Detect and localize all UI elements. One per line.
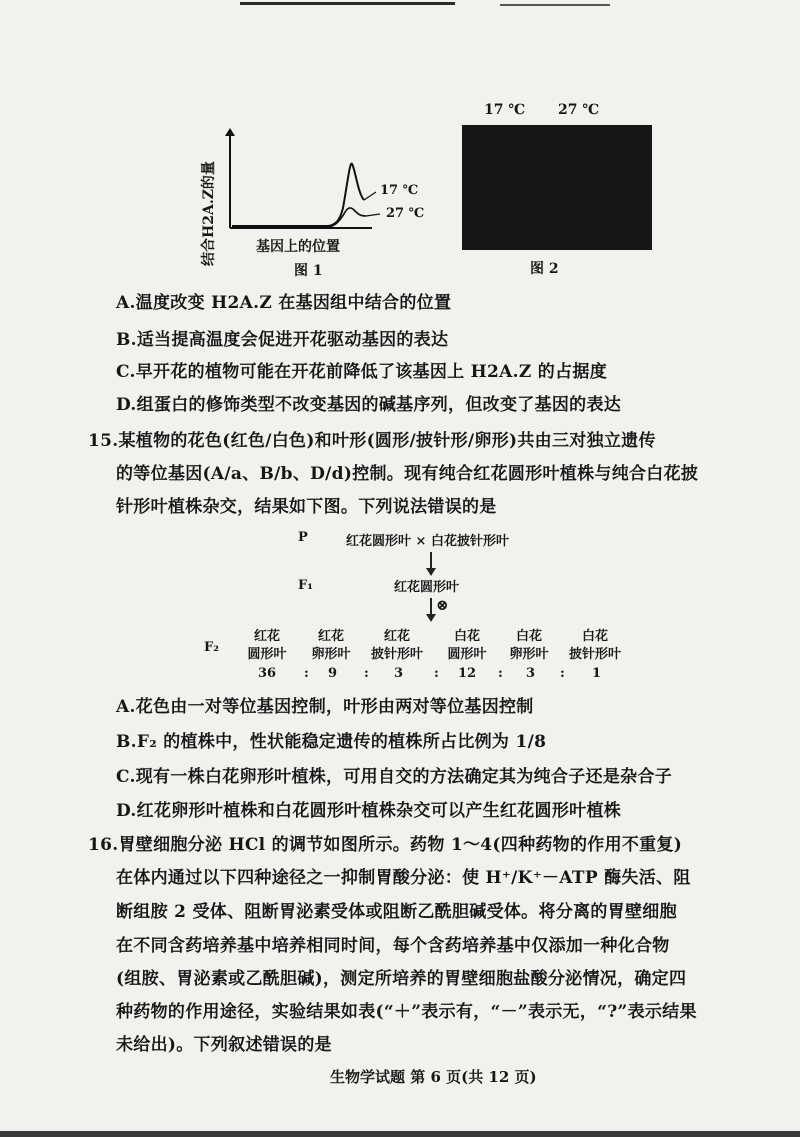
q15-option-b: B.F₂ 的植株中，性状能稳定遗传的植株所占比例为 1/8	[116, 732, 547, 752]
scan-edge-line	[240, 2, 455, 5]
f2-phenotype-3-leaf: 披针形叶	[370, 647, 423, 662]
pointer-17c	[364, 192, 376, 200]
f2-phenotype-2	[296, 628, 366, 664]
figure-2-photo	[462, 125, 652, 250]
ratio-value-3: 3	[394, 666, 404, 681]
pointer-27c	[366, 214, 380, 216]
y-axis-arrow	[225, 128, 235, 136]
f2-phenotype-6-leaf: 披针形叶	[568, 647, 621, 662]
ratio-separator: :	[498, 666, 503, 681]
q16-stem-line-3: 断组胺 2 受体、阻断胃泌素受体或阻断乙酰胆碱受体。将分离的胃壁细胞	[116, 902, 677, 922]
q14-option-d: D.组蛋白的修饰类型不改变基因的碱基序列，但改变了基因的表达	[116, 395, 622, 415]
ratio-value-1: 36	[258, 666, 277, 681]
q14-option-a: A.温度改变 H2A.Z 在基因组中结合的位置	[116, 293, 452, 313]
q15-stem-line-1: 15.某植物的花色(红色/白色)和叶形(圆形/披针形/卵形)共由三对独立遗传	[88, 431, 656, 451]
parent-cross-text: 红花圆形叶 × 白花披针形叶	[346, 534, 509, 549]
ratio-separator: :	[364, 666, 369, 681]
f2-phenotype-1-leaf: 圆形叶	[247, 647, 287, 662]
q16-stem-line-2: 在体内通过以下四种途径之一抑制胃酸分泌：使 H⁺/K⁺－ATP 酶失活、阻	[116, 868, 691, 888]
q15-stem-line-3: 针形叶植株杂交，结果如下图。下列说法错误的是	[116, 497, 497, 517]
ratio-value-6: 1	[592, 666, 602, 681]
ratio-value-2: 9	[328, 666, 338, 681]
q15-stem-line-2: 的等位基因(A/a、B/b、D/d)控制。现有纯合红花圆形叶植株与纯合白花披	[116, 464, 699, 484]
f2-phenotype-2-flower: 红花	[317, 629, 344, 644]
f2-phenotype-3	[362, 628, 432, 664]
curve-17c	[232, 164, 364, 226]
ratio-separator: :	[434, 666, 439, 681]
generation-p-label: P	[298, 530, 308, 545]
f1-phenotype: 红花圆形叶	[394, 580, 460, 595]
scan-bottom-edge	[0, 1131, 800, 1137]
figure-1-series-17c-label: 17 ℃	[380, 183, 419, 198]
q15-option-d: D.红花卵形叶植株和白花圆形叶植株杂交可以产生红花圆形叶植株	[116, 801, 622, 821]
ratio-value-4: 12	[458, 666, 477, 681]
ratio-separator: :	[560, 666, 565, 681]
q16-stem-line-1: 16.胃壁细胞分泌 HCl 的调节如图所示。药物 1～4(四种药物的作用不重复)	[88, 835, 683, 855]
ratio-value-5: 3	[526, 666, 536, 681]
generation-f2-label: F₂	[204, 640, 219, 655]
q15-option-c: C.现有一株白花卵形叶植株，可用自交的方法确定其为纯合子还是杂合子	[116, 767, 673, 787]
figure-1-x-axis-label: 基因上的位置	[256, 239, 340, 255]
f2-phenotype-1	[232, 628, 302, 664]
genetic-cross-diagram	[200, 528, 640, 688]
cross-arrowhead-p-to-f1	[426, 568, 436, 576]
figure-2-caption: 图 2	[530, 261, 559, 277]
f2-phenotype-5-flower: 白花	[515, 629, 542, 644]
q16-stem-line-4: 在不同含药培养基中培养相同时间，每个含药培养基中仅添加一种化合物	[116, 936, 670, 956]
figure-1-caption: 图 1	[294, 263, 323, 279]
q16-stem-line-7: 未给出)。下列叙述错误的是	[116, 1035, 332, 1055]
f2-phenotype-1-flower: 红花	[253, 629, 280, 644]
q14-option-c: C.早开花的植物可能在开花前降低了该基因上 H2A.Z 的占据度	[116, 362, 607, 382]
q14-option-b: B.适当提高温度会促进开花驱动基因的表达	[116, 330, 449, 350]
figure-1-y-axis-label: 结合H2A.Z的量	[201, 161, 217, 266]
f2-phenotype-6	[560, 628, 630, 664]
page-footer: 生物学试题 第 6 页(共 12 页)	[330, 1068, 537, 1086]
cross-arrowhead-f1-to-f2	[426, 614, 436, 622]
f2-phenotype-5-leaf: 卵形叶	[509, 647, 549, 662]
generation-f1-label: F₁	[298, 578, 313, 593]
f2-phenotype-5	[494, 628, 564, 664]
f2-phenotype-3-flower: 红花	[383, 629, 410, 644]
f2-phenotype-4-flower: 白花	[453, 629, 480, 644]
f2-phenotype-6-flower: 白花	[581, 629, 608, 644]
scan-edge-line	[500, 4, 610, 6]
ratio-separator: :	[304, 666, 309, 681]
self-cross-symbol: ⊗	[436, 596, 449, 614]
f2-phenotype-4	[432, 628, 502, 664]
f2-phenotype-4-leaf: 圆形叶	[447, 647, 487, 662]
f2-phenotype-2-leaf: 卵形叶	[311, 647, 351, 662]
figure-1	[200, 128, 440, 278]
figure-1-series-27c-label: 27 ℃	[386, 206, 425, 221]
curve-27c	[232, 208, 366, 227]
figure-2-label-27c: 27 ℃	[558, 102, 600, 118]
figure-2	[462, 100, 652, 278]
q16-stem-line-6: 种药物的作用途径，实验结果如表(“＋”表示有，“－”表示无，“?”表示结果	[116, 1002, 697, 1022]
q16-stem-line-5: (组胺、胃泌素或乙酰胆碱)，测定所培养的胃壁细胞盐酸分泌情况，确定四	[116, 969, 687, 989]
figure-2-label-17c: 17 ℃	[484, 102, 526, 118]
q15-option-a: A.花色由一对等位基因控制，叶形由两对等位基因控制	[116, 697, 534, 717]
